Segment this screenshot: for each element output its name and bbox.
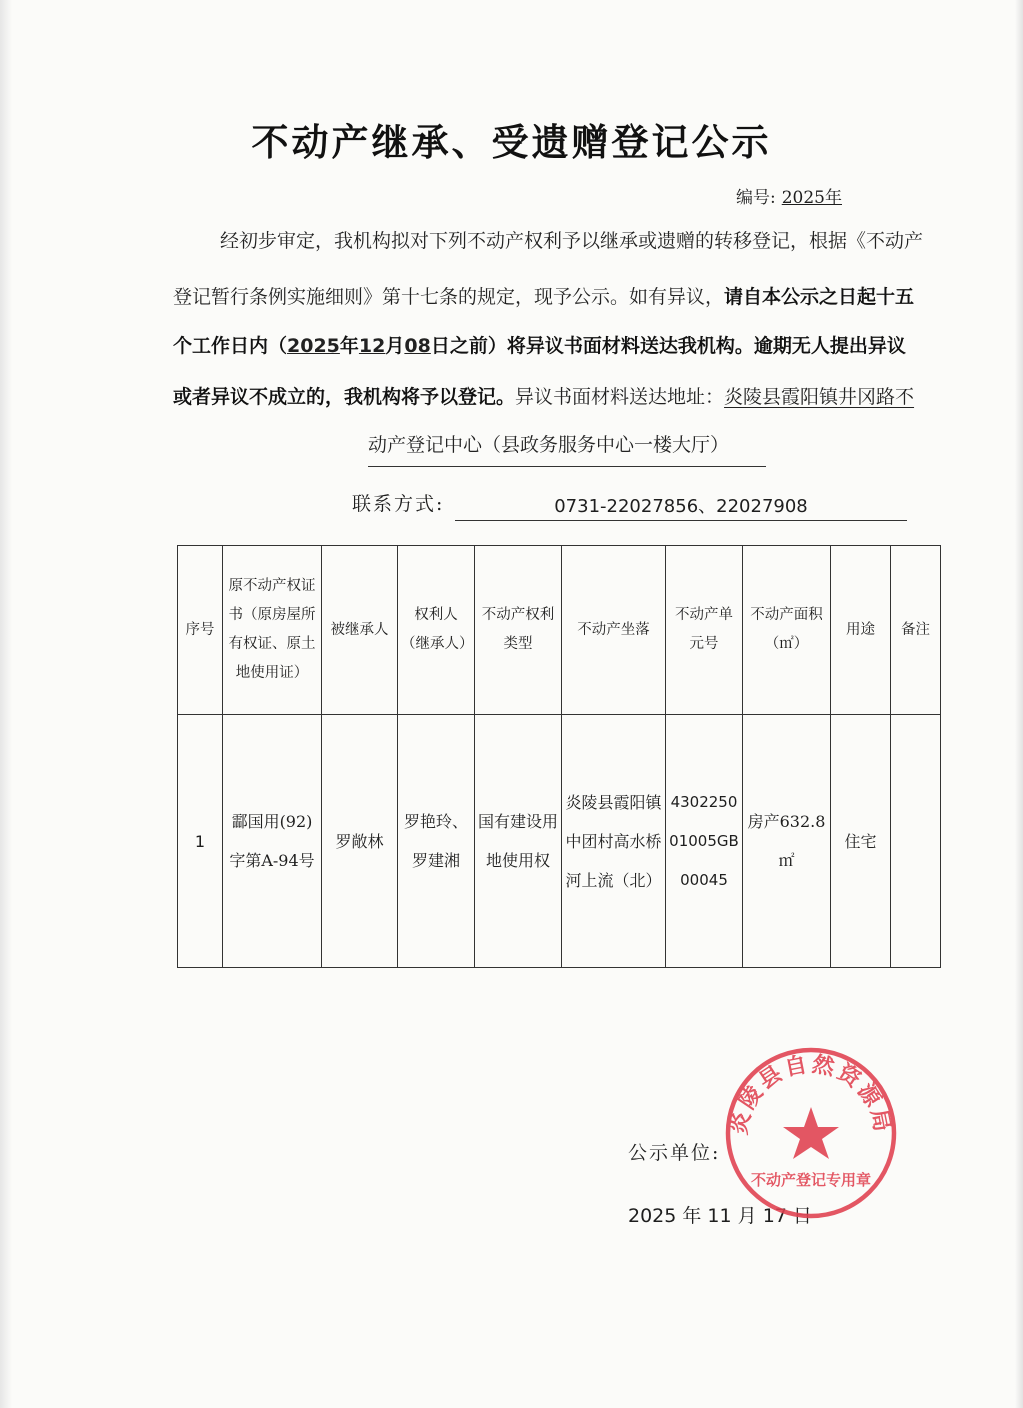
deadline-year: 2025	[287, 335, 340, 357]
paragraph-line-1: 经初步审定，我机构拟对下列不动产权利予以继承或遗赠的转移登记，根据《不动产	[220, 230, 924, 252]
paragraph-line-4-text: 异议书面材料送达地址：	[515, 386, 725, 408]
issuer-label: 公示单位:	[628, 1142, 721, 1164]
paragraph-line-3	[173, 320, 906, 372]
header-remarks: 备注	[891, 546, 941, 715]
cell-area: 房产632.8㎡	[743, 715, 831, 968]
deadline-day: 08	[404, 335, 431, 357]
document-number	[736, 183, 842, 208]
header-original-cert: 原不动产权证书（原房屋所有权证、原土地使用证）	[223, 546, 322, 715]
cell-original-cert: 酃国用(92)字第A-94号	[223, 715, 322, 968]
address-part-1: 炎陵县霞阳镇井冈路不	[724, 386, 915, 408]
table-row	[178, 715, 941, 968]
cell-unit-number: 430225001005GB00045	[666, 715, 743, 968]
paragraph-line-2-bold: 请自本公示之日起十五	[724, 286, 915, 308]
scan-edge-left	[0, 0, 12, 1408]
header-index: 序号	[178, 546, 223, 715]
document-number-value: 2025年	[781, 188, 842, 208]
seal-star-icon	[783, 1107, 839, 1159]
header-heir: 权利人（继承人）	[398, 546, 475, 715]
cell-location: 炎陵县霞阳镇中团村高水桥河上流（北）	[562, 715, 666, 968]
scan-edge-right	[1015, 0, 1023, 1408]
document-number-label: 编号:	[736, 188, 776, 208]
header-unit-number: 不动产单元号	[666, 546, 743, 715]
issue-date: 2025 年 11 月 17 日	[628, 1205, 812, 1227]
cell-index: 1	[178, 715, 223, 968]
address-part-2: 动产登记中心（县政务服务中心一楼大厅）	[368, 434, 730, 456]
month-suffix: 月	[385, 335, 405, 357]
table-header-row	[178, 546, 941, 715]
cell-use: 住宅	[831, 715, 891, 968]
cell-heir: 罗艳玲、罗建湘	[398, 715, 475, 968]
paragraph-line-3-start: 个工作日内（	[173, 335, 288, 357]
paragraph-line-4-bold: 或者异议不成立的，我机构将予以登记。	[173, 386, 516, 408]
official-seal	[723, 1045, 899, 1221]
paragraph-line-2	[173, 271, 914, 323]
header-right-type: 不动产权利类型	[475, 546, 562, 715]
paragraph-line-3-end: 日之前）将异议书面材料送达我机构。逾期无人提出异议	[430, 335, 906, 357]
header-decedent: 被继承人	[322, 546, 398, 715]
registration-table	[177, 545, 941, 968]
header-location: 不动产坐落	[562, 546, 666, 715]
cell-remarks	[891, 715, 941, 968]
seal-outer-text: 炎陵县自然资源局	[727, 1052, 895, 1137]
deadline-month: 12	[358, 335, 386, 357]
contact-phone: 0731-22027856、22027908	[455, 492, 907, 521]
address-line-2	[368, 424, 766, 467]
cell-decedent: 罗敞林	[322, 715, 398, 968]
paragraph-line-2-text: 登记暂行条例实施细则》第十七条的规定，现予公示。如有异议，	[173, 286, 725, 308]
cell-right-type: 国有建设用地使用权	[475, 715, 562, 968]
header-use: 用途	[831, 546, 891, 715]
contact-label: 联系方式:	[352, 493, 445, 515]
header-area: 不动产面积（㎡）	[743, 546, 831, 715]
year-suffix: 年	[339, 335, 359, 357]
document-title: 不动产继承、受遗赠登记公示	[251, 121, 772, 164]
paragraph-line-4	[173, 371, 914, 423]
seal-inner-text: 不动产登记专用章	[750, 1171, 872, 1189]
